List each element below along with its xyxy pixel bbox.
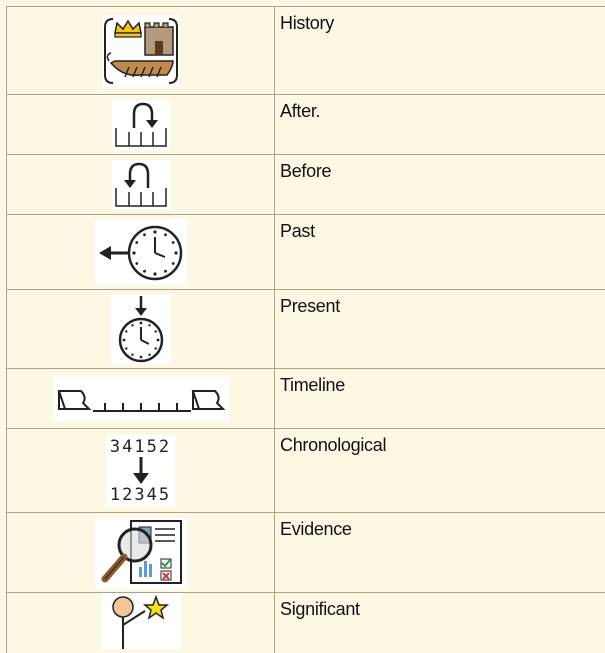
down-arrow-icon bbox=[131, 457, 151, 485]
timeline-icon bbox=[53, 377, 229, 421]
table-row bbox=[7, 7, 605, 95]
history-icon bbox=[103, 15, 179, 87]
symbol-cell bbox=[7, 155, 275, 214]
symbol-cell bbox=[7, 369, 275, 428]
word-cell: History bbox=[280, 13, 334, 33]
evidence-icon bbox=[95, 517, 187, 589]
before-icon bbox=[112, 160, 170, 210]
table-row bbox=[7, 95, 605, 155]
past-clock-icon bbox=[95, 219, 187, 285]
chronological-icon bbox=[106, 435, 175, 507]
symbol-cell bbox=[7, 593, 275, 653]
symbol-cell bbox=[7, 513, 275, 592]
vocabulary-table bbox=[6, 6, 605, 653]
symbol-cell bbox=[7, 290, 275, 368]
present-clock-icon bbox=[111, 294, 171, 364]
word-cell: Timeline bbox=[280, 375, 345, 395]
symbol-cell bbox=[7, 95, 275, 154]
word-cell: Evidence bbox=[280, 519, 352, 539]
table-row bbox=[7, 215, 605, 290]
word-cell: Past bbox=[280, 221, 315, 241]
symbol-cell bbox=[7, 429, 275, 512]
table-row bbox=[7, 290, 605, 369]
table-row bbox=[7, 369, 605, 429]
symbol-cell bbox=[7, 215, 275, 289]
symbol-cell bbox=[7, 7, 275, 94]
after-icon bbox=[112, 100, 170, 150]
word-cell: Before bbox=[280, 161, 332, 181]
table-row bbox=[7, 593, 605, 653]
word-cell: Present bbox=[280, 296, 340, 316]
table-row bbox=[7, 155, 605, 215]
table-row bbox=[7, 513, 605, 593]
word-cell: After. bbox=[280, 101, 321, 121]
table-row bbox=[7, 429, 605, 513]
word-cell: Significant bbox=[280, 599, 360, 619]
word-cell: Chronological bbox=[280, 435, 387, 455]
significant-icon bbox=[101, 593, 181, 649]
ordered-digits: 12345 bbox=[109, 484, 172, 505]
unordered-digits: 34152 bbox=[109, 436, 172, 457]
